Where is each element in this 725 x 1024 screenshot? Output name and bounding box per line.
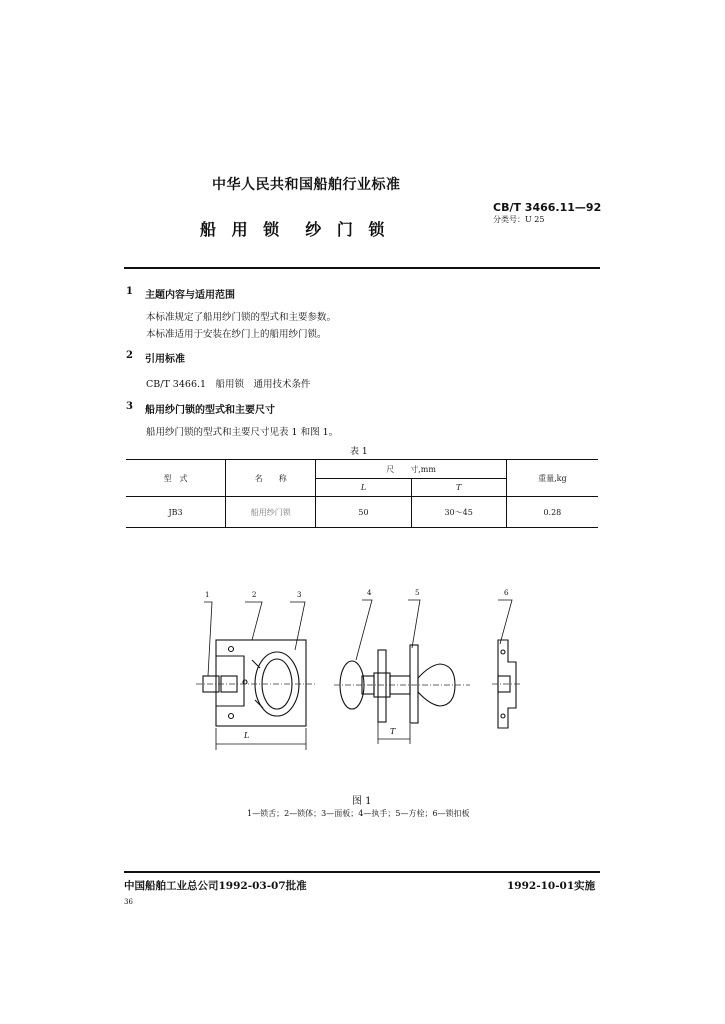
callout-5: 5 bbox=[415, 589, 420, 597]
section-3-heading: 船用纱门锁的型式和主要尺寸 bbox=[145, 405, 275, 416]
striker-slot bbox=[498, 676, 510, 692]
knob-neck-right bbox=[390, 676, 410, 694]
section-3-number: 3 bbox=[126, 401, 133, 412]
th-name: 名 称 bbox=[226, 460, 316, 497]
table-caption: 表 1 bbox=[350, 447, 368, 457]
callout-3: 3 bbox=[297, 591, 302, 599]
side-view bbox=[340, 645, 455, 723]
callout-6: 6 bbox=[504, 589, 509, 597]
screw-hole bbox=[229, 714, 234, 719]
callout-leaders bbox=[204, 600, 512, 676]
latch-housing bbox=[221, 676, 237, 692]
cell-mass: 0.28 bbox=[506, 497, 598, 528]
cell-type: JB3 bbox=[126, 497, 226, 528]
th-T: T bbox=[411, 479, 506, 497]
handle-plate-outer bbox=[255, 652, 299, 716]
header-rule bbox=[124, 267, 600, 269]
section-1-para-1: 本标准规定了船用纱门锁的型式和主要参数。 bbox=[146, 312, 337, 323]
page-number: 36 bbox=[124, 898, 133, 906]
hatch-line bbox=[255, 700, 263, 708]
striker-plate bbox=[498, 640, 516, 728]
face-plate bbox=[410, 645, 418, 723]
striker-plate-view bbox=[498, 640, 516, 728]
knob-neck-left bbox=[362, 676, 374, 694]
th-dims: 尺 寸,mm bbox=[316, 460, 506, 479]
std-number: CB/T 3466.11—92 bbox=[493, 201, 602, 214]
cell-L: 50 bbox=[316, 497, 411, 528]
dim-label-L: L bbox=[244, 731, 250, 740]
callout-2: 2 bbox=[252, 591, 257, 599]
section-1-number: 1 bbox=[126, 286, 133, 297]
lock-body-outline bbox=[216, 640, 306, 726]
front-view bbox=[203, 640, 306, 726]
screw-hole bbox=[229, 647, 234, 652]
handle-plate-inner bbox=[262, 659, 292, 709]
dim-label-T: T bbox=[390, 727, 396, 736]
spec-table bbox=[126, 459, 598, 528]
knob-left bbox=[340, 661, 364, 709]
callout-4: 4 bbox=[367, 589, 372, 597]
table-header-row-1 bbox=[126, 460, 598, 479]
cell-name: 船用纱门锁 bbox=[226, 497, 316, 528]
section-3-para-1: 船用纱门锁的型式和主要尺寸见表 1 和图 1。 bbox=[146, 427, 339, 438]
hatch-line bbox=[252, 660, 260, 668]
section-2-number: 2 bbox=[126, 350, 133, 361]
th-L: L bbox=[316, 479, 411, 497]
figure-legend: 1—锁舌；2—锁体；3—面板；4—执手；5—方栓；6—锁扣板 bbox=[247, 809, 470, 818]
door-panel bbox=[378, 650, 386, 722]
screw-hole bbox=[501, 650, 505, 654]
doc-title: 船 用 锁 纱 门 锁 bbox=[200, 220, 390, 239]
latch-bolt bbox=[203, 676, 219, 692]
square-spindle-housing bbox=[374, 673, 390, 697]
panel-cutout bbox=[216, 656, 244, 706]
screw-hole bbox=[501, 714, 505, 718]
org-title: 中华人民共和国船舶行业标准 bbox=[212, 177, 401, 193]
knob-right bbox=[418, 664, 455, 706]
class-number: 分类号：U 25 bbox=[493, 215, 545, 224]
table-row bbox=[126, 497, 598, 528]
th-type: 型 式 bbox=[126, 460, 226, 497]
section-2-heading: 引用标准 bbox=[145, 354, 185, 365]
section-2-para-1: CB/T 3466.1 船用锁 通用技术条件 bbox=[146, 379, 311, 390]
cell-T: 30～45 bbox=[411, 497, 506, 528]
screw-hole bbox=[243, 680, 247, 684]
implementation-text: 1992-10-01实施 bbox=[507, 880, 596, 892]
footer-rule bbox=[124, 871, 600, 873]
section-1-heading: 主题内容与适用范围 bbox=[145, 290, 235, 301]
figure-caption: 图 1 bbox=[352, 796, 372, 807]
section-1-para-2: 本标准适用于安装在纱门上的船用纱门锁。 bbox=[146, 329, 327, 340]
approval-text: 中国船舶工业总公司1992-03-07批准 bbox=[124, 880, 307, 892]
th-mass: 重量,kg bbox=[506, 460, 598, 497]
callout-1: 1 bbox=[205, 591, 210, 599]
